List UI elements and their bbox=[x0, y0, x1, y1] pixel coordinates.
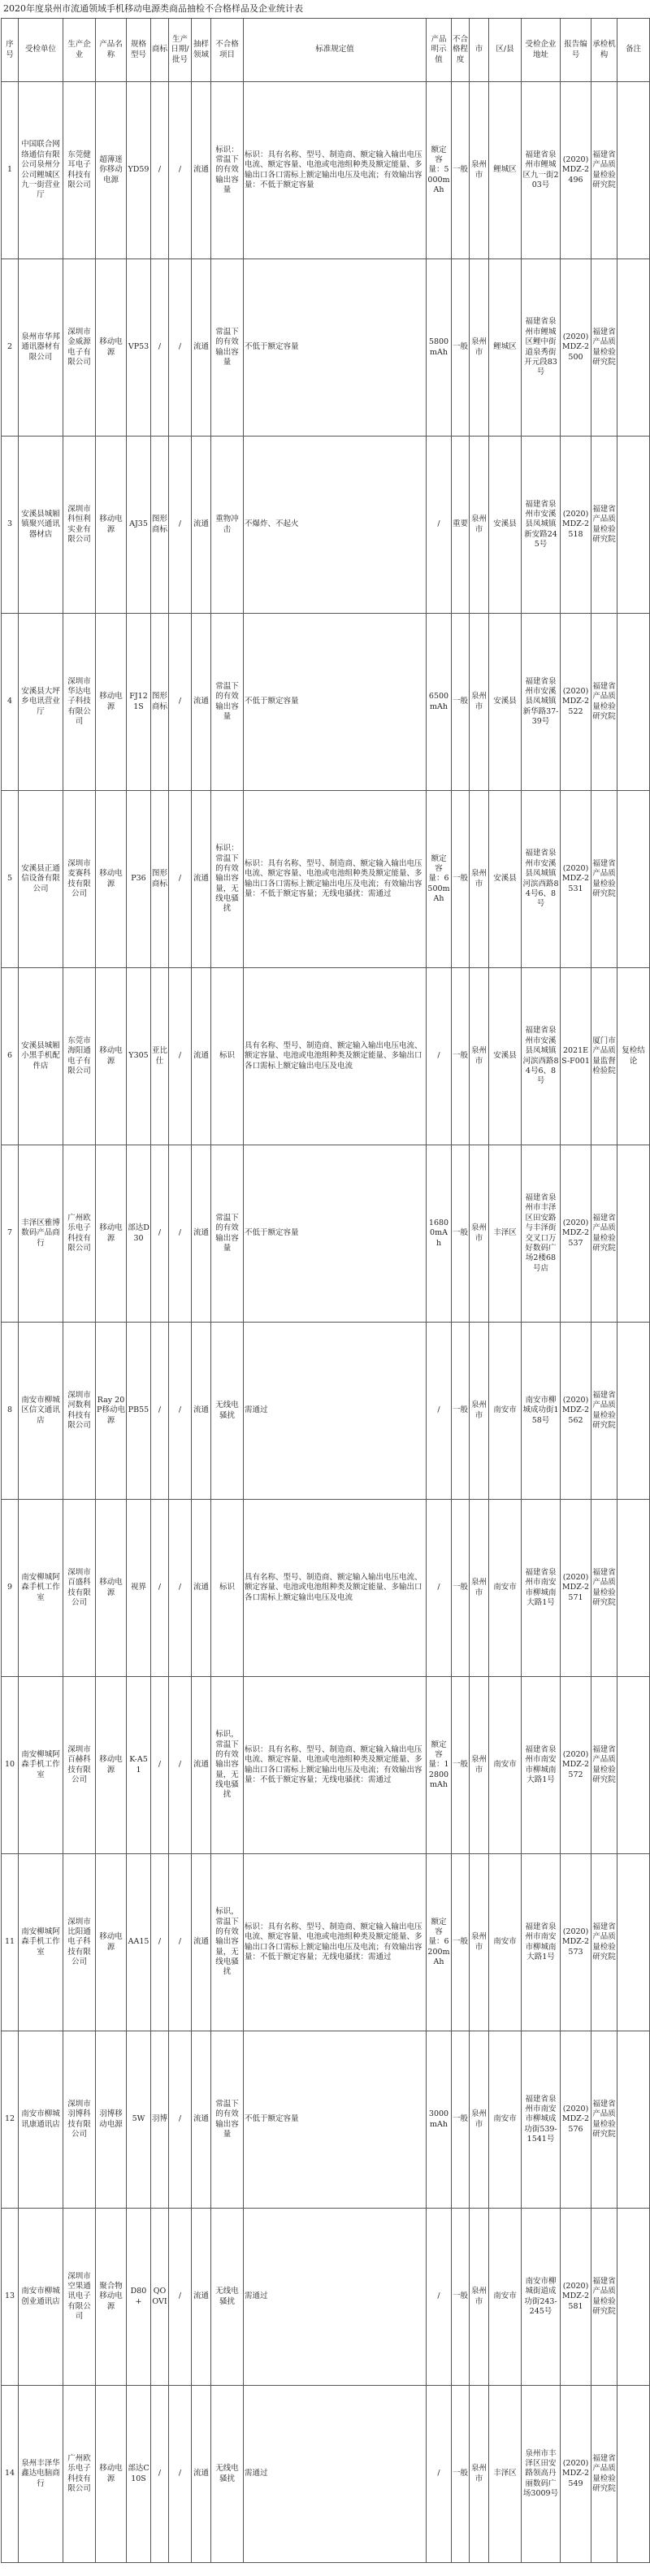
cell-address: 泉州市丰泽区田安路领高丹丽数码广场3009号 bbox=[522, 2386, 561, 2563]
cell-declared-value: / bbox=[427, 1500, 452, 1677]
cell-address: 福建省泉州市丰泽区田安路与丰泽街交叉口万好数码广场2楼68号店 bbox=[522, 1145, 561, 1323]
cell-seq: 6 bbox=[2, 968, 19, 1145]
cell-standard-value: 标识：具有名称、型号、制造商、额定输入输出电压电流、额定容量、电池或电池组种类及额定能量、多输出口各口需标上额定输出电压及电流；有效输出容量：不低于额定容量；无线电骚扰：需通过 bbox=[244, 1854, 427, 2031]
cell-failed-item: 无线电骚扰 bbox=[211, 1323, 244, 1500]
cell-product-name: 移动电源 bbox=[96, 968, 127, 1145]
cell-batch: / bbox=[169, 259, 192, 437]
cell-model: 视界 bbox=[127, 1500, 151, 1677]
cell-failed-item: 重物冲击 bbox=[211, 437, 244, 614]
cell-seq: 2 bbox=[2, 259, 19, 437]
cell-product-name: 移动电源 bbox=[96, 1854, 127, 2031]
cell-manufacturer: 广州欧乐电子科技有限公司 bbox=[63, 2386, 96, 2563]
cell-address: 福建省泉州市南安市柳城南大路1号 bbox=[522, 1500, 561, 1677]
cell-inspected-unit: 南安市柳城创业通讯店 bbox=[19, 2209, 63, 2386]
cell-brand: 羽博 bbox=[151, 2031, 169, 2209]
cell-sampling-field: 流通 bbox=[192, 614, 211, 791]
cell-declared-value: 16800mAh bbox=[427, 1145, 452, 1323]
cell-city: 泉州市 bbox=[470, 259, 489, 437]
cell-remark bbox=[618, 1500, 650, 1677]
cell-failed-item: 无线电骚扰 bbox=[211, 2209, 244, 2386]
table-row bbox=[2, 1323, 650, 1500]
cell-declared-value: 5800mAh bbox=[427, 259, 452, 437]
cell-report-no: (2020)MDZ-2537 bbox=[561, 1145, 592, 1323]
cell-sampling-field: 流通 bbox=[192, 1500, 211, 1677]
cell-lab: 福建省产品质量检验研究院 bbox=[592, 437, 618, 614]
cell-batch: / bbox=[169, 1677, 192, 1854]
cell-product-name: 移动电源 bbox=[96, 791, 127, 968]
cell-brand: / bbox=[151, 2386, 169, 2563]
cell-standard-value: 不低于额定容量 bbox=[244, 614, 427, 791]
cell-remark bbox=[618, 2031, 650, 2209]
cell-inspected-unit: 中国联合网络通信有限公司泉州分公司鲤城区九一街营业厅 bbox=[19, 82, 63, 259]
cell-product-name: 移动电源 bbox=[96, 259, 127, 437]
cell-district: 鲤城区 bbox=[489, 259, 522, 437]
cell-model: 5W bbox=[127, 2031, 151, 2209]
cell-city: 泉州市 bbox=[470, 1677, 489, 1854]
header-row bbox=[2, 19, 650, 82]
cell-batch: / bbox=[169, 82, 192, 259]
cell-model: AA15 bbox=[127, 1854, 151, 2031]
cell-batch: / bbox=[169, 791, 192, 968]
cell-severity: 一般 bbox=[452, 82, 470, 259]
table-row bbox=[2, 2386, 650, 2563]
cell-city: 泉州市 bbox=[470, 791, 489, 968]
cell-lab: 福建省产品质量检验研究院 bbox=[592, 259, 618, 437]
cell-failed-item: 常温下的有效输出容量 bbox=[211, 2031, 244, 2209]
cell-severity: 一般 bbox=[452, 2386, 470, 2563]
cell-declared-value: / bbox=[427, 1323, 452, 1500]
cell-inspected-unit: 南安市柳城区信文通讯店 bbox=[19, 1323, 63, 1500]
cell-standard-value: 不低于额定容量 bbox=[244, 259, 427, 437]
cell-brand: 亚比仕 bbox=[151, 968, 169, 1145]
cell-severity: 一般 bbox=[452, 1677, 470, 1854]
cell-brand: / bbox=[151, 1323, 169, 1500]
cell-city: 泉州市 bbox=[470, 2031, 489, 2209]
cell-brand: / bbox=[151, 1500, 169, 1677]
cell-city: 泉州市 bbox=[470, 968, 489, 1145]
cell-inspected-unit: 安溪县城厢小黑手机配件店 bbox=[19, 968, 63, 1145]
cell-severity: 一般 bbox=[452, 1854, 470, 2031]
cell-declared-value: / bbox=[427, 2209, 452, 2386]
cell-manufacturer: 深圳市比阳通电子科技有限公司 bbox=[63, 1854, 96, 2031]
cell-sampling-field: 流通 bbox=[192, 259, 211, 437]
header-batch: 生产日期/批号 bbox=[169, 19, 192, 82]
cell-manufacturer: 深圳市华达电子科技有限公司 bbox=[63, 614, 96, 791]
cell-model: YD59 bbox=[127, 82, 151, 259]
cell-district: 南安市 bbox=[489, 1500, 522, 1677]
cell-inspected-unit: 丰泽区雅博数码产品商行 bbox=[19, 1145, 63, 1323]
cell-sampling-field: 流通 bbox=[192, 791, 211, 968]
cell-remark bbox=[618, 1145, 650, 1323]
cell-inspected-unit: 南安柳城阿森手机工作室 bbox=[19, 1500, 63, 1677]
cell-standard-value: 需通过 bbox=[244, 2209, 427, 2386]
cell-severity: 一般 bbox=[452, 2031, 470, 2209]
cell-lab: 福建省产品质量检验研究院 bbox=[592, 1854, 618, 2031]
cell-standard-value: 不低于额定容量 bbox=[244, 2031, 427, 2209]
cell-report-no: (2020)MDZ-2549 bbox=[561, 2386, 592, 2563]
cell-declared-value: / bbox=[427, 2386, 452, 2563]
table-row bbox=[2, 2031, 650, 2209]
cell-district: 安溪县 bbox=[489, 968, 522, 1145]
cell-report-no: (2020)MDZ-2576 bbox=[561, 2031, 592, 2209]
cell-report-no: (2020)MDZ-2581 bbox=[561, 2209, 592, 2386]
table-row bbox=[2, 791, 650, 968]
cell-standard-value: 不爆炸、不起火 bbox=[244, 437, 427, 614]
header-failed-item: 不合格项目 bbox=[211, 19, 244, 82]
cell-model: 部达C10S bbox=[127, 2386, 151, 2563]
cell-city: 泉州市 bbox=[470, 2209, 489, 2386]
cell-manufacturer: 深圳市百盛科技有限公司 bbox=[63, 1500, 96, 1677]
cell-remark bbox=[618, 1854, 650, 2031]
cell-seq: 1 bbox=[2, 82, 19, 259]
cell-city: 泉州市 bbox=[470, 2386, 489, 2563]
header-standard-value: 标准规定值 bbox=[244, 19, 427, 82]
header-report-no: 报告编号 bbox=[561, 19, 592, 82]
cell-district: 南安市 bbox=[489, 1854, 522, 2031]
cell-manufacturer: 深圳市河数利科技有限公司 bbox=[63, 1323, 96, 1500]
header-city: 市 bbox=[470, 19, 489, 82]
cell-manufacturer: 深圳市麦赛科技有限公司 bbox=[63, 791, 96, 968]
cell-remark bbox=[618, 791, 650, 968]
cell-report-no: 2021ES-F001 bbox=[561, 968, 592, 1145]
cell-remark bbox=[618, 437, 650, 614]
cell-model: PB55 bbox=[127, 1323, 151, 1500]
cell-batch: / bbox=[169, 2031, 192, 2209]
cell-lab: 福建省产品质量检验研究院 bbox=[592, 1677, 618, 1854]
header-brand: 商标 bbox=[151, 19, 169, 82]
cell-remark bbox=[618, 1323, 650, 1500]
cell-lab: 福建省产品质量检验研究院 bbox=[592, 82, 618, 259]
cell-declared-value: 额定容量：6200mAh bbox=[427, 1854, 452, 2031]
cell-manufacturer: 广州欧乐电子科技有限公司 bbox=[63, 1145, 96, 1323]
cell-declared-value: 3000mAh bbox=[427, 2031, 452, 2209]
table-row bbox=[2, 1500, 650, 1677]
cell-manufacturer: 东莞市海阳通电子有限公司 bbox=[63, 968, 96, 1145]
cell-lab: 福建省产品质量检验研究院 bbox=[592, 2386, 618, 2563]
cell-address: 南安市柳城成功街158号 bbox=[522, 1323, 561, 1500]
cell-model: Y305 bbox=[127, 968, 151, 1145]
cell-batch: / bbox=[169, 1323, 192, 1500]
table-row bbox=[2, 2209, 650, 2386]
cell-model: P36 bbox=[127, 791, 151, 968]
cell-sampling-field: 流通 bbox=[192, 1677, 211, 1854]
table-row bbox=[2, 968, 650, 1145]
cell-sampling-field: 流通 bbox=[192, 2209, 211, 2386]
cell-model: VP53 bbox=[127, 259, 151, 437]
cell-batch: / bbox=[169, 1145, 192, 1323]
cell-batch: / bbox=[169, 1854, 192, 2031]
cell-city: 泉州市 bbox=[470, 1323, 489, 1500]
cell-district: 安溪县 bbox=[489, 437, 522, 614]
cell-lab: 福建省产品质量检验研究院 bbox=[592, 1323, 618, 1500]
cell-model: AJ35 bbox=[127, 437, 151, 614]
table-row bbox=[2, 614, 650, 791]
cell-severity: 一般 bbox=[452, 614, 470, 791]
cell-manufacturer: 深圳市羽博科技有限公司 bbox=[63, 2031, 96, 2209]
cell-model: 部达D30 bbox=[127, 1145, 151, 1323]
cell-declared-value: 额定容量：5000mAh bbox=[427, 82, 452, 259]
cell-declared-value: 6500mAh bbox=[427, 614, 452, 791]
cell-standard-value: 不低于额定容量 bbox=[244, 1145, 427, 1323]
cell-remark bbox=[618, 1677, 650, 1854]
cell-severity: 一般 bbox=[452, 968, 470, 1145]
cell-seq: 14 bbox=[2, 2386, 19, 2563]
header-lab: 承检机构 bbox=[592, 19, 618, 82]
cell-brand: QOOVI bbox=[151, 2209, 169, 2386]
sample-table bbox=[1, 18, 650, 2563]
cell-inspected-unit: 泉州市华邦通讯器材有限公司 bbox=[19, 259, 63, 437]
table-row bbox=[2, 1145, 650, 1323]
cell-failed-item: 无线电骚扰 bbox=[211, 2386, 244, 2563]
cell-brand: / bbox=[151, 82, 169, 259]
cell-address: 福建省泉州市南安市柳城成功街539-1541号 bbox=[522, 2031, 561, 2209]
cell-manufacturer: 深圳市百赫科技有限公司 bbox=[63, 1677, 96, 1854]
cell-failed-item: 标识：常温下的有效输出容量 bbox=[211, 82, 244, 259]
cell-lab: 福建省产品质量检验研究院 bbox=[592, 614, 618, 791]
cell-failed-item: 常温下的有效输出容量 bbox=[211, 614, 244, 791]
cell-report-no: (2020)MDZ-2531 bbox=[561, 791, 592, 968]
cell-lab: 厦门市产品质量监督检验院 bbox=[592, 968, 618, 1145]
header-remark: 备注 bbox=[618, 19, 650, 82]
cell-model: FJ121S bbox=[127, 614, 151, 791]
cell-product-name: 羽博移动电源 bbox=[96, 2031, 127, 2209]
cell-declared-value: 额定容量：12800mAh bbox=[427, 1677, 452, 1854]
cell-declared-value: / bbox=[427, 437, 452, 614]
cell-seq: 3 bbox=[2, 437, 19, 614]
cell-seq: 13 bbox=[2, 2209, 19, 2386]
cell-severity: 重要 bbox=[452, 437, 470, 614]
cell-seq: 7 bbox=[2, 1145, 19, 1323]
cell-product-name: 移动电源 bbox=[96, 437, 127, 614]
table-row bbox=[2, 1677, 650, 1854]
cell-report-no: (2020)MDZ-2572 bbox=[561, 1677, 592, 1854]
cell-sampling-field: 流通 bbox=[192, 2386, 211, 2563]
cell-address: 福建省泉州市安溪县凤城镇河滨西路84号6、8号 bbox=[522, 968, 561, 1145]
header-inspected-unit: 受检单位 bbox=[19, 19, 63, 82]
cell-failed-item: 标识，常温下的有效输出容量，无线电骚扰 bbox=[211, 1854, 244, 2031]
cell-inspected-unit: 安溪县城厢镇聚兴通讯器材店 bbox=[19, 437, 63, 614]
cell-district: 丰泽区 bbox=[489, 1145, 522, 1323]
table-row bbox=[2, 1854, 650, 2031]
table-body bbox=[2, 82, 650, 2563]
cell-city: 泉州市 bbox=[470, 1500, 489, 1677]
cell-failed-item: 标识 bbox=[211, 968, 244, 1145]
cell-address: 福建省泉州市南安市柳城南大路1号 bbox=[522, 1854, 561, 2031]
cell-remark bbox=[618, 2209, 650, 2386]
cell-report-no: (2020)MDZ-2562 bbox=[561, 1323, 592, 1500]
cell-product-name: 超薄迷你移动电源 bbox=[96, 82, 127, 259]
cell-severity: 一般 bbox=[452, 2209, 470, 2386]
cell-seq: 8 bbox=[2, 1323, 19, 1500]
cell-address: 南安市柳城街道成功街243-245号 bbox=[522, 2209, 561, 2386]
cell-failed-item: 常温下的有效输出容量 bbox=[211, 1145, 244, 1323]
cell-seq: 4 bbox=[2, 614, 19, 791]
cell-report-no: (2020)MDZ-2571 bbox=[561, 1500, 592, 1677]
cell-product-name: Ray 20P移动电源 bbox=[96, 1323, 127, 1500]
cell-report-no: (2020)MDZ-2522 bbox=[561, 614, 592, 791]
cell-district: 鲤城区 bbox=[489, 82, 522, 259]
cell-severity: 一般 bbox=[452, 791, 470, 968]
table-row bbox=[2, 437, 650, 614]
cell-sampling-field: 流通 bbox=[192, 1323, 211, 1500]
cell-standard-value: 具有名称、型号、制造商、额定输入输出电压电流、额定容量、电池或电池组种类及额定能量、多输出口各口需标上额定输出电压及电流 bbox=[244, 1500, 427, 1677]
cell-sampling-field: 流通 bbox=[192, 1145, 211, 1323]
cell-standard-value: 需通过 bbox=[244, 2386, 427, 2563]
cell-brand: / bbox=[151, 259, 169, 437]
cell-inspected-unit: 南安柳城阿森手机工作室 bbox=[19, 1854, 63, 2031]
header-model: 规格型号 bbox=[127, 19, 151, 82]
cell-declared-value: 额定容量：6500mAh bbox=[427, 791, 452, 968]
cell-batch: / bbox=[169, 968, 192, 1145]
cell-remark bbox=[618, 82, 650, 259]
table-row bbox=[2, 259, 650, 437]
cell-district: 南安市 bbox=[489, 1323, 522, 1500]
cell-brand: 图形商标 bbox=[151, 437, 169, 614]
table-row bbox=[2, 82, 650, 259]
cell-report-no: (2020)MDZ-2573 bbox=[561, 1854, 592, 2031]
cell-district: 南安市 bbox=[489, 1677, 522, 1854]
cell-district: 安溪县 bbox=[489, 791, 522, 968]
header-severity: 不合格程度 bbox=[452, 19, 470, 82]
cell-brand: 图形商标 bbox=[151, 791, 169, 968]
cell-batch: / bbox=[169, 1500, 192, 1677]
header-manufacturer: 生产企业 bbox=[63, 19, 96, 82]
cell-standard-value: 标识：具有名称、型号、制造商、额定输入输出电压电流、额定容量、电池或电池组种类及额定能量、多输出口各口需标上额定输出电压及电流；有效输出容量：不低于额定容量；无线电骚扰：需通过 bbox=[244, 1677, 427, 1854]
cell-manufacturer: 东莞健耳电子科技有限公司 bbox=[63, 82, 96, 259]
cell-product-name: 移动电源 bbox=[96, 1145, 127, 1323]
cell-failed-item: 标识：常温下的有效输出容量，无线电骚扰 bbox=[211, 791, 244, 968]
cell-address: 福建省泉州市安溪县凤城镇新华路37-39号 bbox=[522, 614, 561, 791]
cell-city: 泉州市 bbox=[470, 1145, 489, 1323]
cell-remark bbox=[618, 614, 650, 791]
cell-district: 南安市 bbox=[489, 2031, 522, 2209]
cell-lab: 福建省产品质量检验研究院 bbox=[592, 2031, 618, 2209]
cell-sampling-field: 流通 bbox=[192, 2031, 211, 2209]
cell-brand: / bbox=[151, 1677, 169, 1854]
cell-failed-item: 常温下的有效输出容量 bbox=[211, 259, 244, 437]
cell-inspected-unit: 南安柳城阿森手机工作室 bbox=[19, 1677, 63, 1854]
cell-sampling-field: 流通 bbox=[192, 968, 211, 1145]
cell-inspected-unit: 安溪县大坪乡电讯营业厅 bbox=[19, 614, 63, 791]
cell-lab: 福建省产品质量检验研究院 bbox=[592, 1500, 618, 1677]
cell-standard-value: 具有名称、型号、制造商、额定输入输出电压电流、额定容量、电池或电池组种类及额定能量、多输出口各口需标上额定输出电压及电流 bbox=[244, 968, 427, 1145]
cell-declared-value: / bbox=[427, 968, 452, 1145]
cell-product-name: 移动电源 bbox=[96, 2386, 127, 2563]
cell-city: 泉州市 bbox=[470, 437, 489, 614]
cell-manufacturer: 深圳市空果通讯电子有限公司 bbox=[63, 2209, 96, 2386]
header-product-name: 产品名称 bbox=[96, 19, 127, 82]
cell-seq: 12 bbox=[2, 2031, 19, 2209]
cell-remark bbox=[618, 2386, 650, 2563]
cell-sampling-field: 流通 bbox=[192, 82, 211, 259]
cell-seq: 5 bbox=[2, 791, 19, 968]
header-seq: 序号 bbox=[2, 19, 19, 82]
cell-brand: / bbox=[151, 1854, 169, 2031]
page-title: 2020年度泉州市流通领域手机移动电源类商品抽检不合格样品及企业统计表 bbox=[3, 3, 303, 14]
cell-city: 泉州市 bbox=[470, 1854, 489, 2031]
cell-severity: 一般 bbox=[452, 1323, 470, 1500]
cell-lab: 福建省产品质量检验研究院 bbox=[592, 791, 618, 968]
cell-inspected-unit: 泉州丰泽华鑫达电脑商行 bbox=[19, 2386, 63, 2563]
cell-inspected-unit: 安溪县正通信设备有限公司 bbox=[19, 791, 63, 968]
cell-standard-value: 标识：具有名称、型号、制造商、额定输入输出电压电流、额定容量、电池或电池组种类及额定能量、多输出口各口需标上额定输出电压及电流；有效输出容量：不低于额定容量 bbox=[244, 82, 427, 259]
header-declared-value: 产品明示值 bbox=[427, 19, 452, 82]
cell-failed-item: 标识，常温下的有效输出容量，无线电骚扰 bbox=[211, 1677, 244, 1854]
cell-brand: / bbox=[151, 1145, 169, 1323]
cell-batch: / bbox=[169, 2386, 192, 2563]
header-sampling-field: 抽样领域 bbox=[192, 19, 211, 82]
cell-seq: 9 bbox=[2, 1500, 19, 1677]
cell-inspected-unit: 南安市柳城讯康通讯店 bbox=[19, 2031, 63, 2209]
cell-city: 泉州市 bbox=[470, 614, 489, 791]
cell-lab: 福建省产品质量检验研究院 bbox=[592, 1145, 618, 1323]
cell-report-no: (2020)MDZ-2496 bbox=[561, 82, 592, 259]
cell-remark bbox=[618, 259, 650, 437]
cell-failed-item: 标识 bbox=[211, 1500, 244, 1677]
cell-address: 福建省泉州市南安市柳城南大路1号 bbox=[522, 1677, 561, 1854]
cell-sampling-field: 流通 bbox=[192, 437, 211, 614]
cell-standard-value: 标识：具有名称、型号、制造商、额定输入输出电压电流、额定容量、电池或电池组种类及额定能量、多输出口各口需标上额定输出电压及电流；有效输出容量：不低于额定容量；无线电骚扰：需通过 bbox=[244, 791, 427, 968]
cell-product-name: 聚合物移动电源 bbox=[96, 2209, 127, 2386]
cell-remark: 复检结论 bbox=[618, 968, 650, 1145]
cell-manufacturer: 深圳市金威源电子有限公司 bbox=[63, 259, 96, 437]
cell-report-no: (2020)MDZ-2500 bbox=[561, 259, 592, 437]
cell-product-name: 移动电源 bbox=[96, 614, 127, 791]
cell-district: 南安市 bbox=[489, 2209, 522, 2386]
cell-sampling-field: 流通 bbox=[192, 1854, 211, 2031]
cell-address: 福建省泉州市安溪县凤城镇新安路245号 bbox=[522, 437, 561, 614]
cell-product-name: 移动电源 bbox=[96, 1677, 127, 1854]
cell-model: K-A51 bbox=[127, 1677, 151, 1854]
cell-address: 福建省泉州市鲤城区九一街203号 bbox=[522, 82, 561, 259]
cell-manufacturer: 深圳市科恒利实业有限公司 bbox=[63, 437, 96, 614]
cell-standard-value: 需通过 bbox=[244, 1323, 427, 1500]
cell-seq: 10 bbox=[2, 1677, 19, 1854]
cell-batch: / bbox=[169, 2209, 192, 2386]
cell-batch: / bbox=[169, 437, 192, 614]
cell-address: 福建省泉州市安溪县凤城镇河滨西路84号6、8号 bbox=[522, 791, 561, 968]
cell-batch: / bbox=[169, 614, 192, 791]
cell-product-name: 移动电源 bbox=[96, 1500, 127, 1677]
cell-severity: 一般 bbox=[452, 259, 470, 437]
cell-city: 泉州市 bbox=[470, 82, 489, 259]
cell-lab: 福建省产品质量检验研究院 bbox=[592, 2209, 618, 2386]
cell-report-no: (2020)MDZ-2518 bbox=[561, 437, 592, 614]
cell-severity: 一般 bbox=[452, 1500, 470, 1677]
cell-model: D80+ bbox=[127, 2209, 151, 2386]
header-address: 受检企业地址 bbox=[522, 19, 561, 82]
cell-brand: 图形商标 bbox=[151, 614, 169, 791]
cell-severity: 一般 bbox=[452, 1145, 470, 1323]
cell-district: 丰泽区 bbox=[489, 2386, 522, 2563]
cell-seq: 11 bbox=[2, 1854, 19, 2031]
header-district: 区/县 bbox=[489, 19, 522, 82]
cell-district: 安溪县 bbox=[489, 614, 522, 791]
cell-address: 福建省泉州市鲤城区鲤中街道泉秀街开元段83号 bbox=[522, 259, 561, 437]
